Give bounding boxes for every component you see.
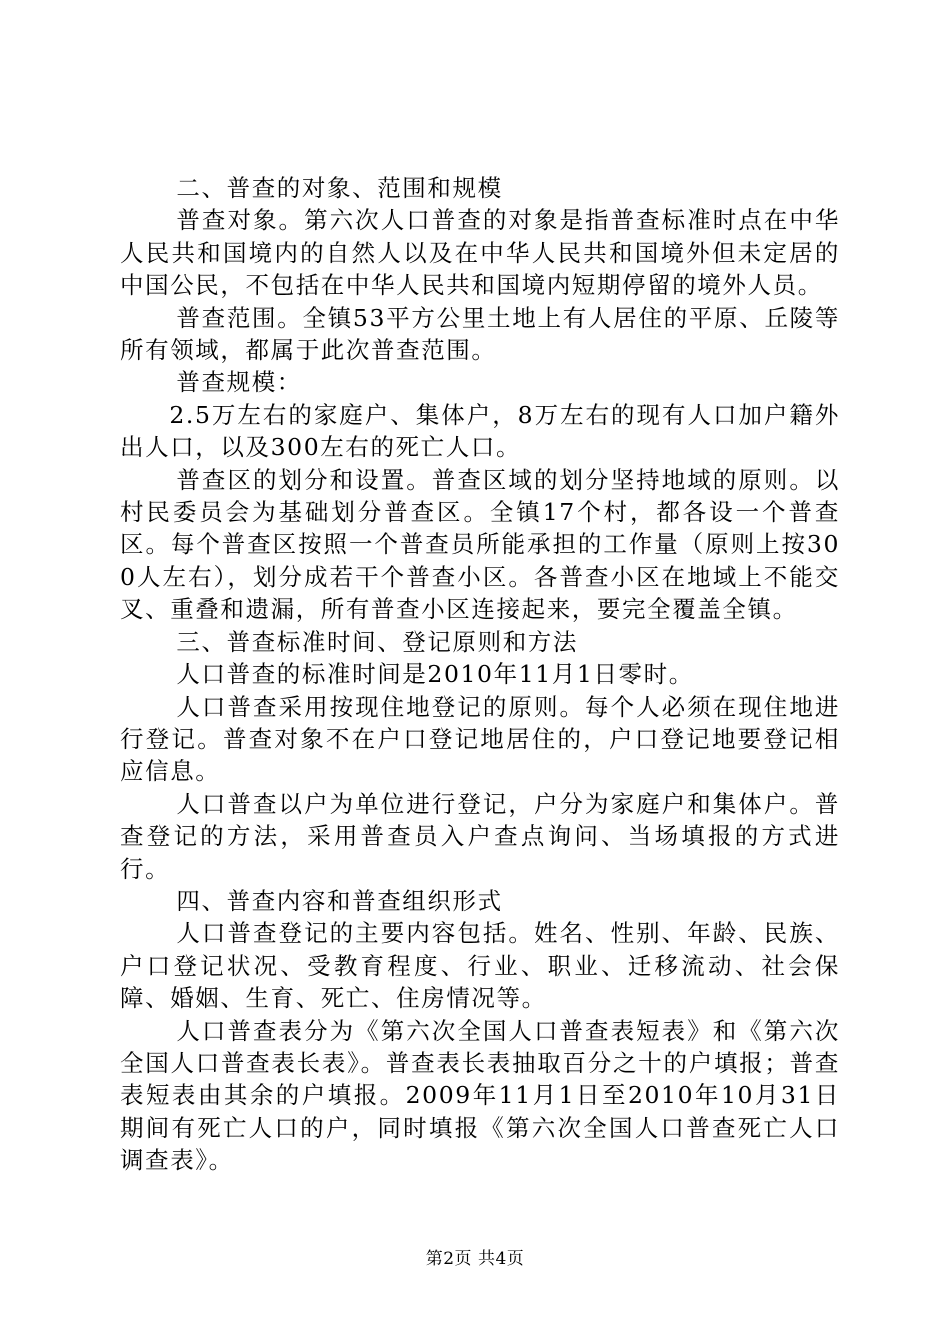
section-heading-3: 三、普查标准时间、登记原则和方法 <box>176 627 578 656</box>
paragraph-census-scale-label: 普查规模： <box>176 368 302 397</box>
paragraph-census-content: 人口普查登记的主要内容包括。姓名、性别、年龄、民族、户口登记状况、受教育程度、行业、职业、迁移流动、社会保障、婚姻、生育、死亡、住房情况等。 <box>120 919 840 1013</box>
paragraph-registration-principle: 人口普查采用按现住地登记的原则。每个人必须在现住地进行登记。普查对象不在户口登记地居住的，户口登记地要登记相应信息。 <box>120 692 840 786</box>
paragraph-census-scope: 普查范围。全镇53平方公里土地上有人居住的平原、丘陵等所有领域，都属于此次普查范围。 <box>120 303 840 365</box>
paragraph-standard-time: 人口普查的标准时间是2010年11月1日零时。 <box>176 660 694 689</box>
section-heading-4: 四、普查内容和普查组织形式 <box>176 886 503 915</box>
paragraph-census-forms: 人口普查表分为《第六次全国人口普查表短表》和《第六次全国人口普查表长表》。普查表长表抽取百分之十的户填报；普查表短表由其余的户填报。2009年11月1日至2010年10月31日期间有死亡人口的户，同时填报《第六次全国人口普查死亡人口调查表》。 <box>120 1016 840 1175</box>
section-heading-2: 二、普查的对象、范围和规模 <box>176 174 503 202</box>
paragraph-registration-method: 人口普查以户为单位进行登记，户分为家庭户和集体户。普查登记的方法，采用普查员入户查点询问、当场填报的方式进行。 <box>120 789 840 883</box>
paragraph-census-districts: 普查区的划分和设置。普查区域的划分坚持地域的原则。以村民委员会为基础划分普查区。全镇17个村，都各设一个普查区。每个普查区按照一个普查员所能承担的工作量（原则上按300人左右），划分成若干个普查小区。各普查小区在地域上不能交叉、重叠和遗漏，所有普查小区连接起来，要完全覆盖全镇。 <box>120 465 840 624</box>
page-number-footer: 第2页 共4页 <box>425 1249 525 1269</box>
paragraph-census-subjects: 普查对象。第六次人口普查的对象是指普查标准时点在中华人民共和国境内的自然人以及在中华人民共和国境外但未定居的中国公民，不包括在中华人民共和国境内短期停留的境外人员。 <box>120 206 840 300</box>
paragraph-census-scale: 2.5万左右的家庭户、集体户，8万左右的现有人口加户籍外出人口，以及300左右的死亡人口。 <box>120 400 840 462</box>
document-body <box>120 172 840 1177</box>
